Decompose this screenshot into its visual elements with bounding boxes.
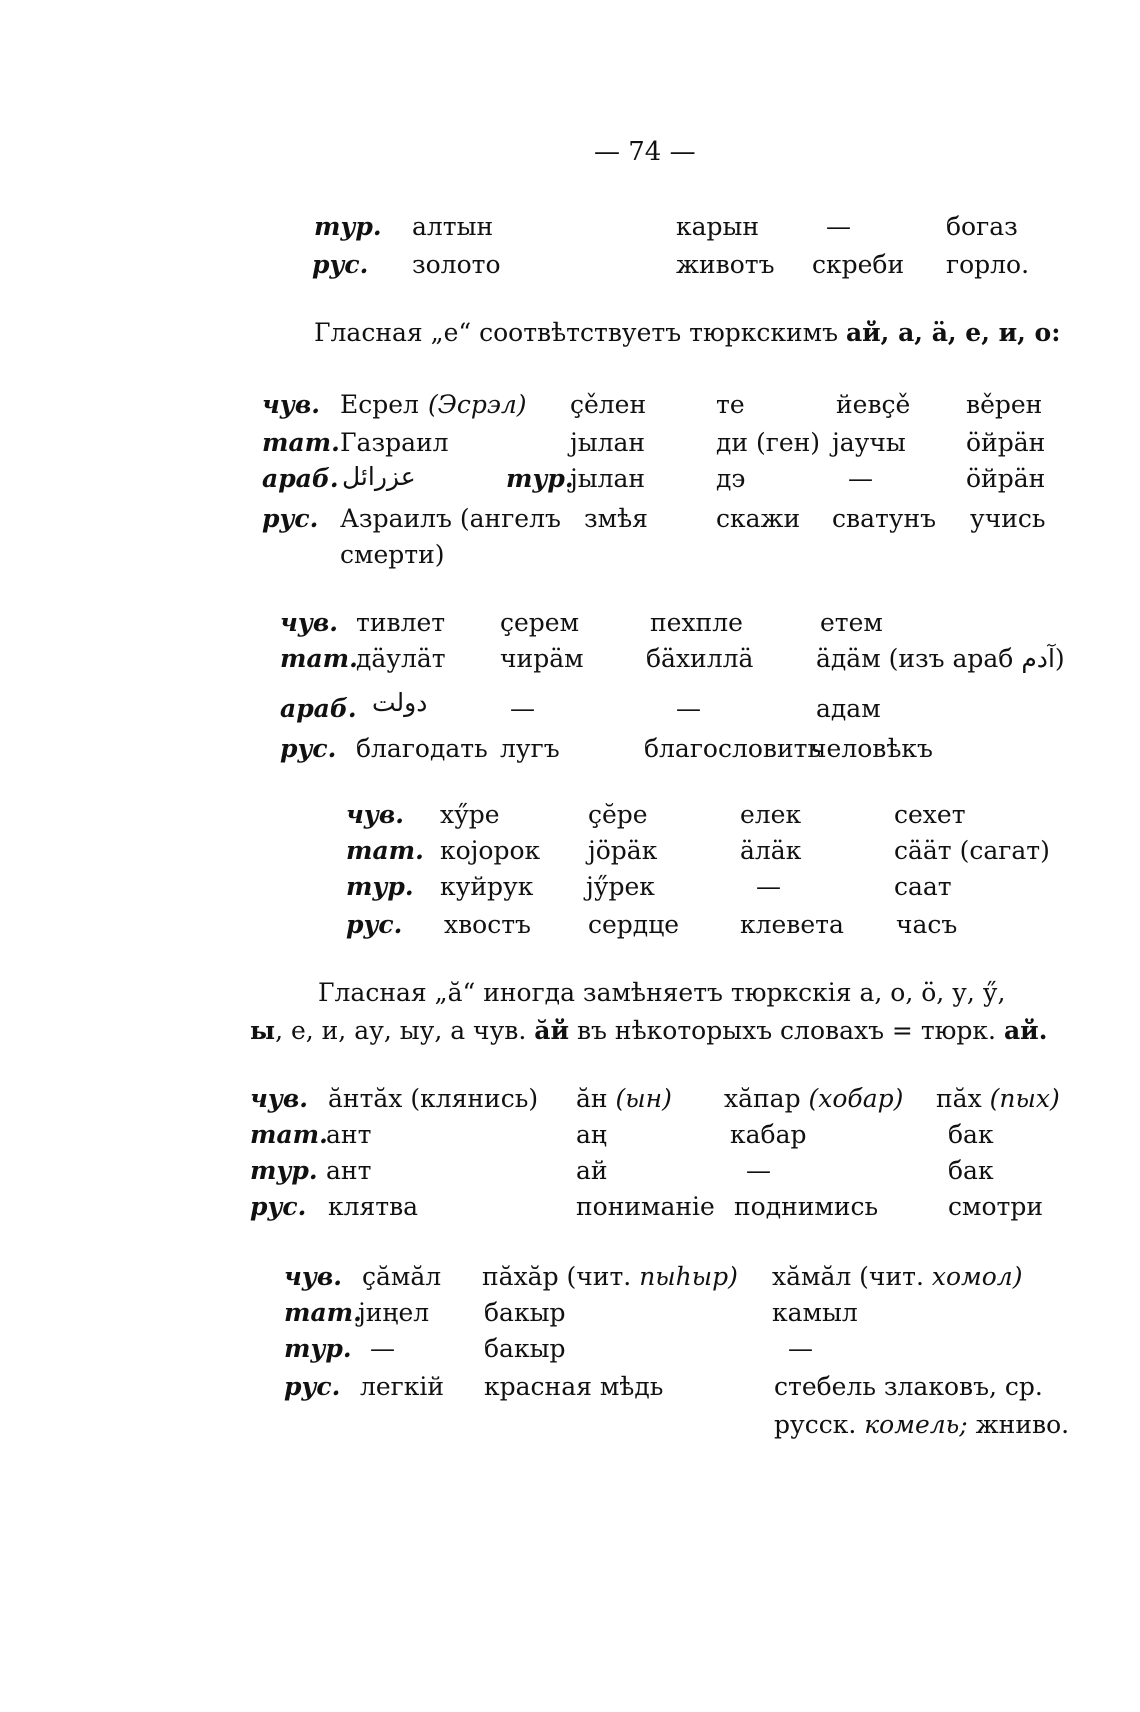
- word-cell: [936, 1084, 1060, 1114]
- word-cell: —: [370, 1334, 395, 1363]
- row-label-rus: рус.: [280, 734, 337, 763]
- word-cell: öйрäн: [966, 428, 1046, 457]
- word-cell: сääт (сагат): [894, 836, 1050, 865]
- word-cell: аң: [576, 1120, 607, 1149]
- word-cell: богаз: [946, 212, 1018, 241]
- word-text: хăпар: [724, 1084, 801, 1113]
- row-label-chuv: чув.: [346, 800, 404, 829]
- word-text: ăн: [576, 1084, 608, 1113]
- word-cell: алтын: [412, 212, 494, 241]
- word-cell: етем: [820, 608, 883, 637]
- word-cell: јиңел: [358, 1298, 430, 1327]
- word-text: пăх: [936, 1084, 982, 1113]
- word-cell: [724, 1084, 903, 1114]
- arabic-word: عزرائل: [342, 462, 416, 491]
- word-note: пыhыр): [639, 1262, 738, 1291]
- row-label-tur: тур.: [346, 872, 414, 901]
- row-label-tat: тат.: [346, 836, 424, 865]
- word-cell: учись: [970, 504, 1046, 533]
- word-cell: [576, 1084, 672, 1114]
- word-cell: јöрäк: [588, 836, 658, 865]
- word-cell: поднимись: [734, 1192, 879, 1221]
- word-cell: пониманіе: [576, 1192, 715, 1221]
- word-cell: бак: [948, 1156, 994, 1185]
- word-note: (пых): [989, 1084, 1060, 1113]
- word-cell: скреби: [812, 250, 905, 279]
- row-label-tur: тур.: [250, 1156, 318, 1185]
- word-cell: —: [826, 212, 851, 241]
- word-cell: Есрел: [340, 390, 419, 419]
- word-cell: камыл: [772, 1298, 858, 1327]
- row-label-chuv: чув.: [280, 608, 338, 637]
- paragraph-bold: ай.: [1003, 1016, 1048, 1045]
- word-cell: смерти): [340, 540, 445, 569]
- arabic-word: دولت: [372, 688, 428, 717]
- paren: ): [1054, 644, 1065, 673]
- word-cell: хвостъ: [444, 910, 531, 939]
- row-label-tat: тат.: [280, 644, 358, 673]
- word-text: русск.: [774, 1410, 857, 1439]
- row-label-tur: тур.: [314, 212, 382, 241]
- arabic-word: آدم: [1021, 644, 1055, 673]
- word-cell: елек: [740, 800, 802, 829]
- word-cell: человѣкъ: [810, 734, 933, 763]
- row-label-arab: араб.: [280, 694, 357, 723]
- word-text: äдäм (изъ араб: [816, 644, 1014, 673]
- word-cell: чирäм: [500, 644, 584, 673]
- word-cell: Азраилъ (ангелъ: [340, 504, 561, 533]
- paragraph-vowel-e: [314, 318, 1060, 348]
- word-cell: сехет: [894, 800, 966, 829]
- word-cell: лугъ: [500, 734, 560, 763]
- word-cell: адам: [816, 694, 881, 723]
- word-cell: кабар: [730, 1120, 807, 1149]
- paragraph-text: Гласная „е“ соотвѣтствуетъ тюркскимъ: [314, 318, 838, 347]
- paragraph-bold: ы: [250, 1016, 276, 1045]
- row-label-chuv: чув.: [284, 1262, 342, 1291]
- word-cell: часъ: [896, 910, 958, 939]
- word-text: жниво.: [975, 1410, 1070, 1439]
- word-cell: бак: [948, 1120, 994, 1149]
- word-cell: ант: [326, 1156, 372, 1185]
- word-cell: клевета: [740, 910, 844, 939]
- word-cell: —: [746, 1156, 771, 1185]
- word-cell: змѣя: [584, 504, 648, 533]
- word-cell: хӳре: [440, 800, 500, 829]
- word-cell: бакыр: [484, 1298, 566, 1327]
- word-cell: карын: [676, 212, 760, 241]
- word-cell: дäулäт: [356, 644, 446, 673]
- paragraph-text: , е, и, ау, ыу, а чув.: [275, 1016, 527, 1045]
- word-cell: сердце: [588, 910, 680, 939]
- word-cell: ăнтăх (клянись): [328, 1084, 539, 1113]
- paragraph-bold-tail: ай, а, ä, е, и, о:: [845, 318, 1061, 347]
- row-label-chuv: чув.: [250, 1084, 308, 1113]
- word-cell: ант: [326, 1120, 372, 1149]
- word-text: пăхăр (чит.: [482, 1262, 632, 1291]
- word-cell: саат: [894, 872, 952, 901]
- row-label-tat: тат.: [262, 428, 340, 457]
- word-cell: скажи: [716, 504, 801, 533]
- row-label-rus: рус.: [312, 250, 369, 279]
- word-cell: [482, 1262, 738, 1292]
- word-cell: çерем: [500, 608, 580, 637]
- word-note: комель;: [864, 1410, 968, 1439]
- word-cell: тивлет: [356, 608, 446, 637]
- word-note: хомол): [931, 1262, 1023, 1291]
- word-cell: клятва: [328, 1192, 419, 1221]
- word-cell: благодать: [356, 734, 488, 763]
- word-note: (ын): [615, 1084, 672, 1113]
- word-cell: красная мѣдь: [484, 1372, 664, 1401]
- word-cell: куйрук: [440, 872, 534, 901]
- row-label-tur: тур.: [284, 1334, 352, 1363]
- word-cell: бакыр: [484, 1334, 566, 1363]
- word-cell: сватунъ: [832, 504, 937, 533]
- word-cell: јылан: [570, 464, 646, 493]
- word-cell: вěрен: [966, 390, 1043, 419]
- word-text: хăмăл (чит.: [772, 1262, 924, 1291]
- row-label-tur: тур.: [506, 464, 574, 493]
- word-cell: стебель злаковъ, ср.: [774, 1372, 1043, 1401]
- word-cell: дэ: [716, 464, 746, 493]
- paragraph-text: въ нѣкоторыхъ словахъ = тюрк.: [576, 1016, 996, 1045]
- word-cell: благословить: [644, 734, 822, 763]
- word-cell: јаучы: [832, 428, 906, 457]
- word-cell: çěлен: [570, 390, 647, 419]
- word-cell: —: [676, 694, 701, 723]
- word-cell: те: [716, 390, 745, 419]
- word-cell: бäхиллä: [646, 644, 754, 673]
- word-cell: јылан: [570, 428, 646, 457]
- row-label-rus: рус.: [250, 1192, 307, 1221]
- word-cell: çăмăл: [362, 1262, 442, 1291]
- word-note: (Эсрэл): [428, 390, 527, 419]
- word-cell: легкій: [360, 1372, 445, 1401]
- row-label-chuv: чув.: [262, 390, 320, 419]
- row-label-tat: тат.: [284, 1298, 362, 1327]
- word-cell: —: [848, 464, 873, 493]
- word-cell: —: [510, 694, 535, 723]
- word-cell: горло.: [946, 250, 1030, 279]
- word-cell: јӳрек: [586, 872, 655, 901]
- word-note: (хобар): [808, 1084, 904, 1113]
- paragraph-vowel-a-line1: Гласная „ă“ иногда замѣняетъ тюркскія а, о, ö, у, ӳ,: [318, 978, 1006, 1007]
- word-cell: öйрäн: [966, 464, 1046, 493]
- word-cell: ди (ген): [716, 428, 821, 457]
- row-label-arab: араб.: [262, 464, 339, 493]
- word-cell: којорок: [440, 836, 541, 865]
- word-cell: [772, 1262, 1022, 1292]
- row-label-rus: рус.: [346, 910, 403, 939]
- row-label-tat: тат.: [250, 1120, 328, 1149]
- word-cell: [774, 1410, 1069, 1440]
- paragraph-vowel-a-line2: [250, 1016, 1047, 1046]
- word-cell: ай: [576, 1156, 608, 1185]
- word-cell: —: [756, 872, 781, 901]
- word-cell: животъ: [676, 250, 775, 279]
- word-cell: золото: [412, 250, 501, 279]
- word-cell: ҫӗре: [588, 800, 648, 829]
- word-cell: смотри: [948, 1192, 1043, 1221]
- word-cell: —: [788, 1334, 813, 1363]
- word-cell: пехпле: [650, 608, 743, 637]
- row-label-rus: рус.: [284, 1372, 341, 1401]
- paragraph-bold: ăй: [534, 1016, 570, 1045]
- row-label-rus: рус.: [262, 504, 319, 533]
- word-cell: [816, 644, 1065, 674]
- word-cell: äлäк: [740, 836, 802, 865]
- word-cell: Газраил: [340, 428, 449, 457]
- page-number: — 74 —: [594, 137, 696, 167]
- word-cell: йевҫě: [836, 390, 911, 419]
